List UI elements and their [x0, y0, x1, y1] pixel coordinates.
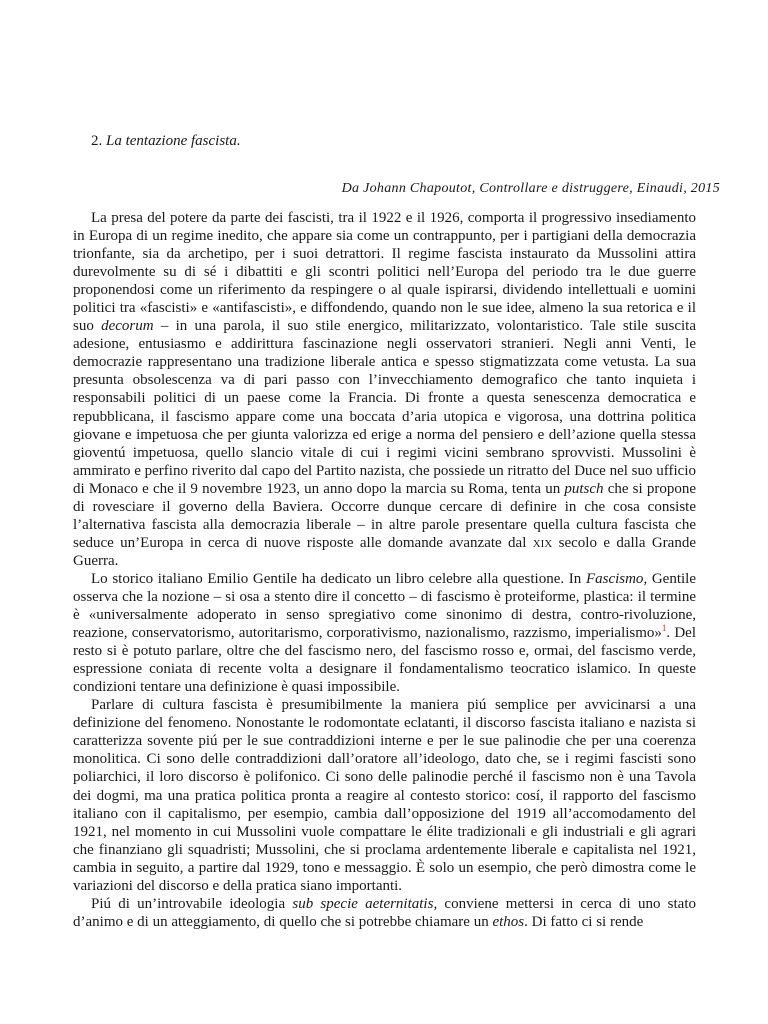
paragraph-1	[73, 209, 696, 570]
p3-text-a: Parlare di cultura fascista è presumibilmente la maniera piú semplice per avvicinarsi a una definizione del fenomeno. Nonostante le rodomontate eclatanti, il discorso fascista italiano e nazista si caratterizza sovente piú per le sue contraddizioni interne e per le sue palinodie che per una coerenza monolitica. Ci sono delle contraddizioni dall’oratore all’ideologo, dato che, se i regimi fascisti sono poliarchici, il loro discorso è polifonico. Ci sono delle palinodie perché il fascismo non è una Tavola dei dogmi, ma una pratica politica pronta a reagire al contesto storico: cosí, il rapporto del fascismo italiano con il capitalismo, per esempio, cambia dall’opposizione del 1919 all’accomodamento del 1921, nel momento in cui Mussolini vuole compattare le élite tradizionali e gli industriali e gli agrari che finanziano gli squadristi; Mussolini, che si proclama ardentemente liberale e capitalista nel 1921, cambia in seguito, a partire dal 1929, tono e messaggio. È solo un esempio, che però dimostra come le variazioni del discorso e della pratica siano importanti.	[73, 697, 696, 894]
paragraph-4	[73, 895, 696, 931]
body-text	[73, 209, 696, 931]
section-heading	[91, 131, 241, 151]
section-title: La tentazione fascista.	[106, 133, 241, 149]
p1-text-c: che si propone di rovesciare il governo della Baviera. Occorre dunque cercare di definire in che cosa consiste l’alternativa fascista alla democrazia liberale – in altre parole presentare quella cultura fascista che seduce un’Europa in cerca di nuove risposte alle domande avanzate dal	[73, 480, 696, 551]
paragraph-3	[73, 696, 696, 895]
p4-emphasis-ethos: ethos	[492, 913, 525, 930]
source-citation: Da Johann Chapoutot, Controllare e distruggere, Einaudi, 2015	[341, 181, 720, 196]
p2-emphasis-fascismo: Fascismo	[585, 570, 644, 587]
footnote-marker[interactable]: 1	[661, 623, 667, 634]
p4-text-c: . Di fatto ci si rende	[524, 913, 644, 930]
paragraph-2	[73, 570, 696, 696]
p1-text-d: secolo e dalla Grande Guerra.	[73, 534, 696, 569]
section-number: 2.	[91, 133, 103, 149]
p2-text-a: Lo storico italiano Emilio Gentile ha dedicato un libro celebre alla questione. In	[91, 570, 586, 587]
p4-text-a: Piú di un’introvabile ideologia	[91, 895, 293, 912]
p1-text-b: – in una parola, il suo stile energico, militarizzato, volontaristico. Tale stile suscita adesione, entusiasmo e addirittura fascinazione negli osservatori stranieri. Negli anni Venti, le democrazie rappresentano una tradizione liberale antica e spesso stigmatizzata come vetusta. La sua presunta obsolescenza va di pari passo con l’invecchiamento demografico che tanto inquieta i responsabili politici di un paese come la Francia. Di fronte a questa senescenza democratica e repubblicana, il fascismo appare come una boccata d’aria utopica e vigorosa, una dottrina politica giovane e impetuosa che per giunta valorizza ed erige a norma del pensiero e dell’azione quella stessa gioventú impetuosa, quello slancio vitale di cui i regimi vicini sembrano sprovvisti. Mussolini è ammirato e perfino riverito dal capo del Partito nazista, che possiede un ritratto del Duce nel suo ufficio di Monaco e che il 9 novembre 1923, un anno dopo la marcia su Roma, tenta un	[73, 318, 696, 497]
p2-text-b: , Gentile osserva che la nozione – si osa a stento dire il concetto – di fascismo è proteiforme, plastica: il termine è «universalmente adoperato in senso spregiativo come sinonimo di destra, contro-rivoluzione, reazione, conservatorismo, autoritarismo, corporativismo, nazionalismo, razzismo, imperialismo»	[73, 570, 696, 642]
p1-text-a: La presa del potere da parte dei fascisti, tra il 1922 e il 1926, comporta il progressivo insediamento in Europa di un regime inedito, che appare sia come un contrappunto, per i partigiani della democrazia trionfante, sia da archetipo, per i suoi detrattori. Il regime fascista instaurato da Mussolini attira durevolmente su di sé i dibattiti e gli scontri politici nell’Europa del periodo tra le due guerre proponendosi come un riferimento da respingere o al quale ispirarsi, dividendo intellettuali e uomini politici tra «fascisti» e «antifascisti», e diffondendo, quando non le sue idee, almeno la sua retorica e il suo	[73, 210, 696, 335]
p1-emphasis-decorum: decorum	[101, 318, 154, 335]
p4-text-b: , conviene mettersi in cerca di uno stato d’animo e di un atteggiamento, di quello che si potrebbe chiamare un	[73, 895, 696, 930]
p4-emphasis-sub-specie: sub specie aeternitatis	[292, 895, 434, 912]
p2-text-c: . Del resto si è potuto parlare, oltre che del fascismo nero, del fascismo rosso e, ormai, del fascismo verde, espressione coniata di recente volta a designare il fondamentalismo teocratico islamico. In queste condizioni tentare una definizione è quasi impossibile.	[73, 625, 696, 696]
p1-emphasis-putsch: putsch	[564, 480, 604, 497]
p1-century: xix	[532, 534, 553, 551]
